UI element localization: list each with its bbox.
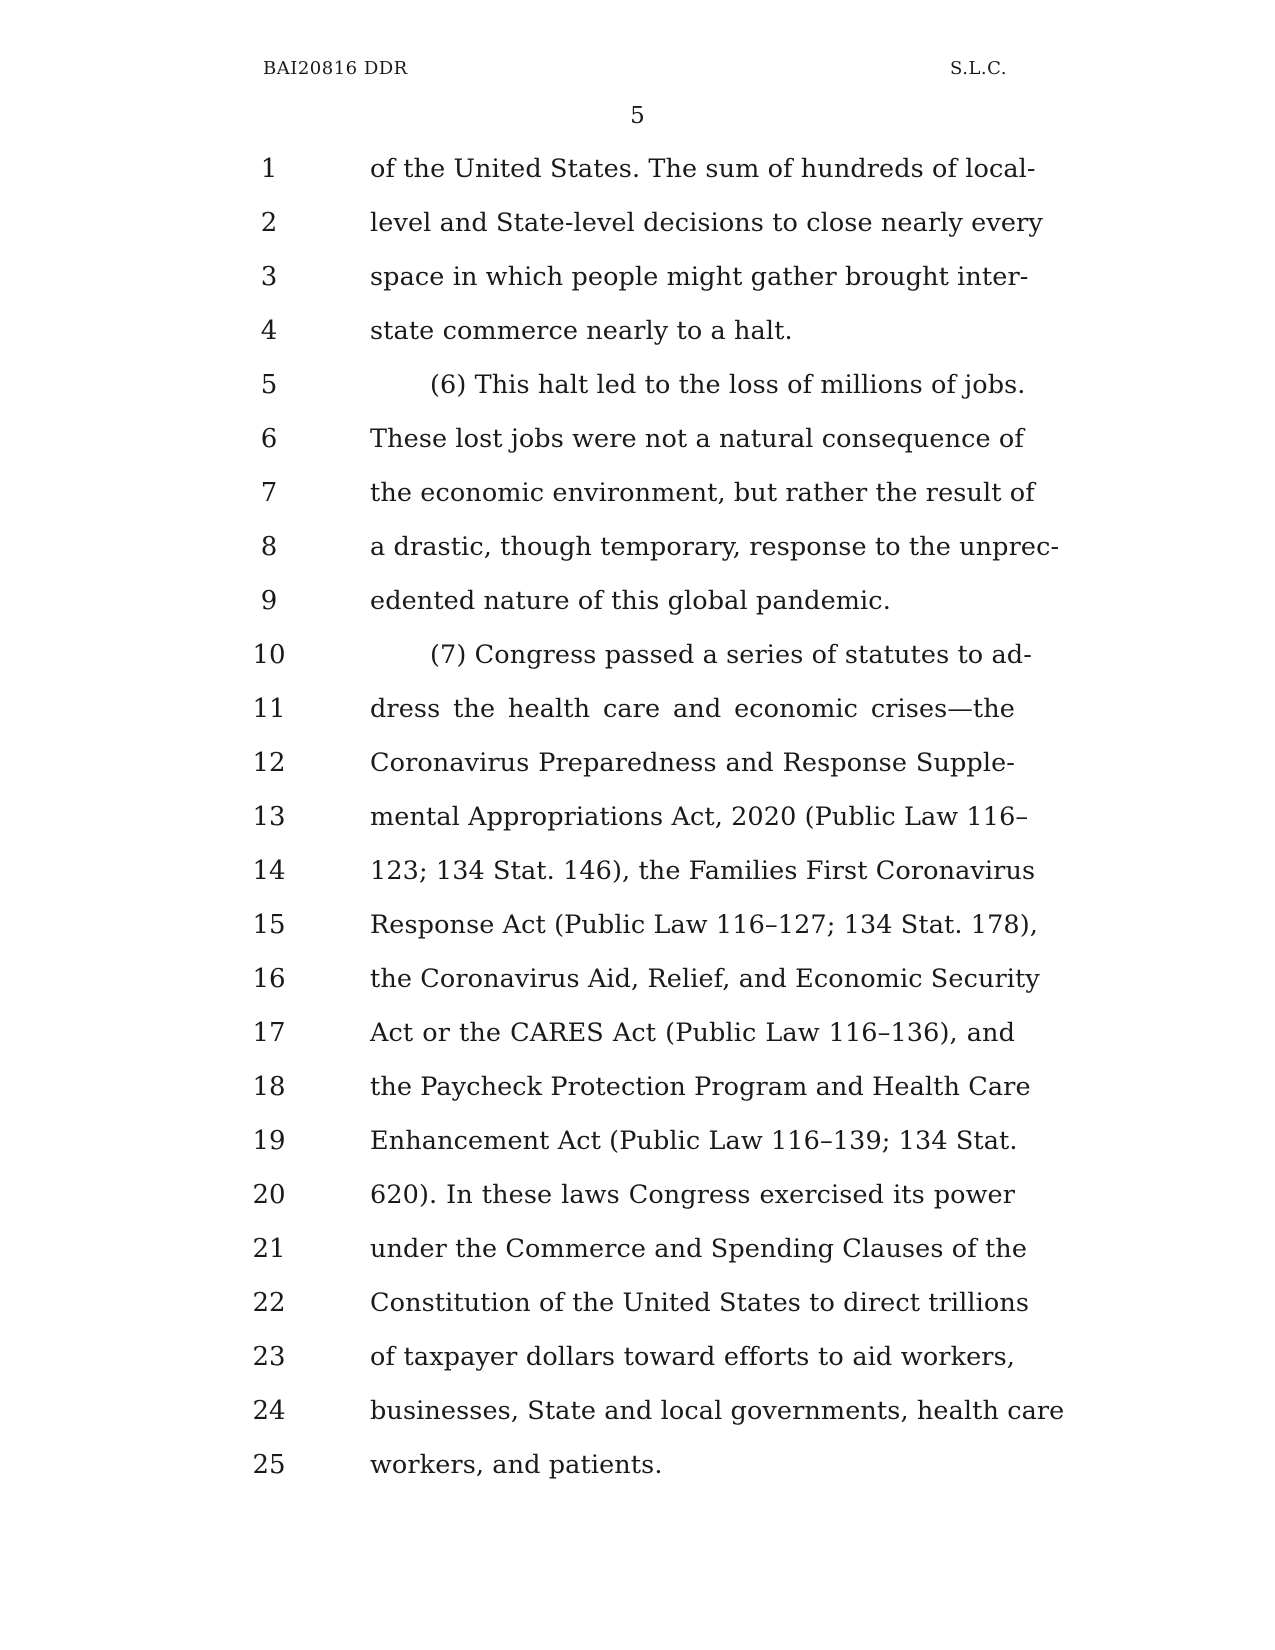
line-number: 19	[252, 1126, 286, 1156]
line-number: 8	[260, 532, 278, 562]
text-line	[0, 199, 1275, 253]
text-line	[0, 1441, 1275, 1495]
line-number: 15	[252, 910, 286, 940]
line-text: under the Commerce and Spending Clauses of the	[370, 1234, 1028, 1264]
line-text: space in which people might gather brought inter-	[370, 262, 1029, 292]
line-number: 20	[252, 1180, 286, 1210]
line-number: 14	[252, 856, 286, 886]
text-line	[0, 1279, 1275, 1333]
line-number: 16	[252, 964, 286, 994]
line-text: Act or the CARES Act (Public Law 116–136), and	[370, 1018, 1015, 1048]
line-number: 23	[252, 1342, 286, 1372]
line-number: 4	[260, 316, 278, 346]
line-number: 13	[252, 802, 286, 832]
line-text: a drastic, though temporary, response to the unprec-	[370, 532, 1060, 562]
text-line	[0, 685, 1275, 739]
text-line	[0, 1387, 1275, 1441]
bill-text-body	[0, 145, 1275, 1495]
line-number: 9	[260, 586, 278, 616]
text-line	[0, 631, 1275, 685]
text-line	[0, 1063, 1275, 1117]
document-id: BAI20816 DDR	[263, 58, 408, 79]
line-text: workers, and patients.	[370, 1450, 663, 1480]
text-line	[0, 577, 1275, 631]
line-text: 123; 134 Stat. 146), the Families First Coronavirus	[370, 856, 1036, 886]
line-number: 5	[260, 370, 278, 400]
line-number: 12	[252, 748, 286, 778]
text-line	[0, 955, 1275, 1009]
line-text: Response Act (Public Law 116–127; 134 Stat. 178),	[370, 910, 1038, 940]
line-text: (7) Congress passed a series of statutes to ad-	[430, 640, 1032, 670]
line-text: Constitution of the United States to direct trillions	[370, 1288, 1030, 1318]
line-text: of taxpayer dollars toward efforts to aid workers,	[370, 1342, 1015, 1372]
line-number: 3	[260, 262, 278, 292]
line-number: 17	[252, 1018, 286, 1048]
text-line	[0, 1009, 1275, 1063]
line-number: 1	[260, 154, 278, 184]
line-text: businesses, State and local governments, health care	[370, 1396, 1065, 1426]
text-line	[0, 793, 1275, 847]
line-text: mental Appropriations Act, 2020 (Public Law 116–	[370, 802, 1029, 832]
text-line	[0, 469, 1275, 523]
text-line	[0, 847, 1275, 901]
text-line	[0, 523, 1275, 577]
line-number: 7	[260, 478, 278, 508]
line-text: the Paycheck Protection Program and Health Care	[370, 1072, 1031, 1102]
line-number: 22	[252, 1288, 286, 1318]
line-text: edented nature of this global pandemic.	[370, 586, 891, 616]
line-text: 620). In these laws Congress exercised its power	[370, 1180, 1015, 1210]
line-number: 11	[252, 694, 286, 724]
text-line	[0, 1117, 1275, 1171]
line-text: the economic environment, but rather the result of	[370, 478, 1035, 508]
text-line	[0, 739, 1275, 793]
line-number: 24	[252, 1396, 286, 1426]
line-text: These lost jobs were not a natural consequence of	[370, 424, 1024, 454]
line-number: 10	[252, 640, 286, 670]
line-number: 25	[252, 1450, 286, 1480]
line-text: Coronavirus Preparedness and Response Supple-	[370, 748, 1015, 778]
text-line	[0, 901, 1275, 955]
text-line	[0, 145, 1275, 199]
line-text: the Coronavirus Aid, Relief, and Economic Security	[370, 964, 1040, 994]
line-number: 18	[252, 1072, 286, 1102]
text-line	[0, 361, 1275, 415]
text-line	[0, 1171, 1275, 1225]
line-text: level and State-level decisions to close nearly every	[370, 208, 1043, 238]
office-code: S.L.C.	[950, 58, 1007, 79]
page-number: 5	[630, 103, 645, 129]
line-number: 6	[260, 424, 278, 454]
text-line	[0, 307, 1275, 361]
line-text: of the United States. The sum of hundreds of local-	[370, 154, 1036, 184]
text-line	[0, 1333, 1275, 1387]
text-line	[0, 1225, 1275, 1279]
line-number: 21	[252, 1234, 286, 1264]
text-line	[0, 253, 1275, 307]
text-line	[0, 415, 1275, 469]
line-text: (6) This halt led to the loss of millions of jobs.	[430, 370, 1026, 400]
line-text: dress the health care and economic crises—the	[370, 694, 1015, 724]
line-text: state commerce nearly to a halt.	[370, 316, 793, 346]
line-text: Enhancement Act (Public Law 116–139; 134 Stat.	[370, 1126, 1018, 1156]
line-number: 2	[260, 208, 278, 238]
